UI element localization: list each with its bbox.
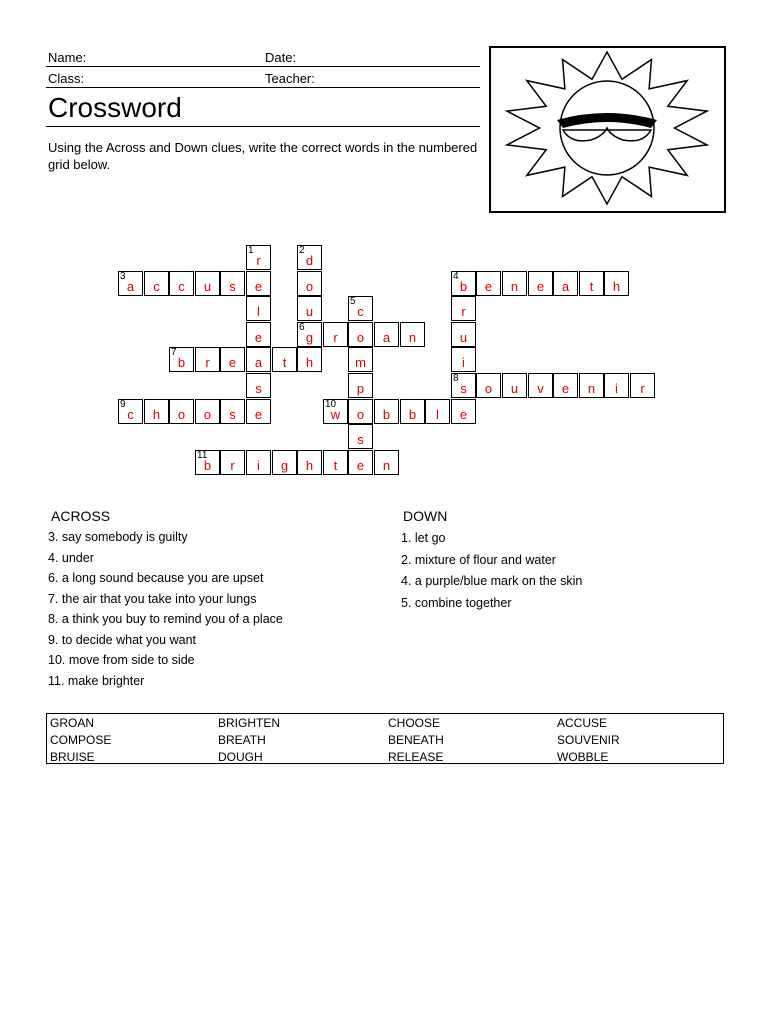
answer-letter: r (640, 381, 645, 396)
answer-letter: o (203, 407, 212, 422)
across-clue: 7. the air that you take into your lungs (48, 591, 257, 606)
grid-cell[interactable] (451, 296, 476, 321)
down-clue-list (401, 528, 582, 614)
answer-letter: s (229, 407, 236, 422)
grid-cell[interactable] (246, 271, 271, 296)
answer-letter: o (177, 407, 186, 422)
clue-number: 3 (120, 271, 126, 282)
answer-letter: u (305, 304, 314, 319)
answer-letter: h (152, 407, 161, 422)
grid-cell[interactable] (604, 271, 629, 296)
across-clue: 11. make brighter (48, 673, 145, 688)
answer-letter: w (330, 407, 341, 422)
answer-letter: n (408, 330, 417, 345)
answer-letter: l (436, 407, 439, 422)
grid-cell[interactable] (374, 450, 399, 475)
grid-cell[interactable] (220, 399, 245, 424)
grid-cell[interactable] (348, 322, 373, 347)
grid-cell[interactable] (118, 399, 143, 424)
grid-cell[interactable] (348, 424, 373, 449)
grid-cell[interactable] (451, 322, 476, 347)
answer-letter: u (203, 279, 212, 294)
answer-letter: e (254, 407, 263, 422)
answer-letter: c (178, 279, 185, 294)
answer-letter: h (612, 279, 621, 294)
word-bank-item: WOBBLE (557, 750, 609, 764)
answer-letter: s (460, 381, 467, 396)
answer-letter: o (305, 279, 314, 294)
answer-letter: v (537, 381, 544, 396)
teacher-label: Teacher: (265, 71, 315, 86)
grid-cell[interactable] (348, 399, 373, 424)
grid-cell[interactable] (297, 347, 322, 372)
grid-cell[interactable] (630, 373, 655, 398)
answer-letter: s (255, 381, 262, 396)
grid-cell[interactable] (246, 347, 271, 372)
answer-letter: n (510, 279, 519, 294)
grid-cell[interactable] (374, 399, 399, 424)
grid-cell[interactable] (374, 322, 399, 347)
answer-letter: c (127, 407, 134, 422)
grid-cell[interactable] (400, 322, 425, 347)
answer-letter: t (282, 355, 287, 370)
down-heading: DOWN (403, 508, 448, 524)
clue-number: 5 (350, 296, 356, 307)
answer-letter: s (229, 279, 236, 294)
answer-letter: h (305, 355, 314, 370)
class-label: Class: (48, 71, 85, 86)
word-bank-item: BENEATH (388, 733, 444, 747)
grid-cell[interactable] (425, 399, 450, 424)
answer-letter: c (153, 279, 160, 294)
grid-cell[interactable] (246, 245, 271, 270)
grid-cell[interactable] (169, 271, 194, 296)
grid-cell[interactable] (451, 373, 476, 398)
answer-letter: e (561, 381, 570, 396)
grid-cell[interactable] (144, 271, 169, 296)
answer-letter: e (536, 279, 545, 294)
grid-cell[interactable] (323, 322, 348, 347)
grid-cell[interactable] (323, 450, 348, 475)
grid-cell[interactable] (528, 271, 553, 296)
name-label: Name: (48, 50, 87, 65)
across-clue: 8. a think you buy to remind you of a place (48, 612, 283, 626)
date-label: Date: (265, 50, 297, 65)
grid-cell[interactable] (297, 322, 322, 347)
answer-letter: p (356, 381, 365, 396)
word-bank-item: RELEASE (388, 750, 444, 764)
answer-letter: a (254, 355, 263, 370)
grid-cell[interactable] (579, 271, 604, 296)
grid-cell[interactable] (451, 347, 476, 372)
across-clue-list (48, 527, 283, 691)
clue-number: 7 (171, 347, 177, 358)
answer-letter: r (461, 304, 466, 319)
instructions-text: Using the Across and Down clues, write the correct words in the numbered grid below. (48, 140, 478, 172)
grid-cell[interactable] (348, 347, 373, 372)
grid-cell[interactable] (348, 296, 373, 321)
grid-cell[interactable] (604, 373, 629, 398)
down-clue: 2. mixture of flour and water (401, 552, 556, 567)
grid-cell[interactable] (348, 450, 373, 475)
word-bank-item: COMPOSE (50, 733, 112, 747)
answer-letter: n (587, 381, 596, 396)
grid-cell[interactable] (169, 399, 194, 424)
answer-letter: e (254, 279, 263, 294)
answer-letter: t (333, 458, 338, 473)
grid-cell[interactable] (502, 271, 527, 296)
down-clue: 5. combine together (401, 595, 512, 610)
grid-cell[interactable] (553, 271, 578, 296)
grid-cell[interactable] (297, 245, 322, 270)
grid-cell[interactable] (348, 373, 373, 398)
clue-number: 2 (299, 245, 305, 256)
grid-cell[interactable] (502, 373, 527, 398)
answer-letter: r (256, 253, 261, 268)
answer-letter: b (459, 279, 468, 294)
word-bank-item: SOUVENIR (557, 733, 620, 747)
page-title: Crossword (48, 92, 182, 123)
answer-letter: i (462, 355, 465, 370)
answer-letter: o (356, 330, 365, 345)
word-bank-item: ACCUSE (557, 716, 608, 730)
down-clue: 4. a purple/blue mark on the skin (401, 574, 583, 588)
answer-letter: r (230, 458, 235, 473)
grid-cell[interactable] (246, 450, 271, 475)
word-bank-item: BRUISE (50, 750, 95, 764)
grid-cell[interactable] (272, 347, 297, 372)
grid-cell[interactable] (144, 399, 169, 424)
answer-letter: b (408, 407, 417, 422)
grid-cell[interactable] (297, 296, 322, 321)
word-bank-item: CHOOSE (388, 716, 441, 730)
answer-letter: b (382, 407, 391, 422)
answer-letter: e (484, 279, 493, 294)
answer-letter: g (305, 330, 314, 345)
word-bank-item: BRIGHTEN (218, 716, 281, 730)
grid-cell[interactable] (323, 399, 348, 424)
grid-cell[interactable] (272, 450, 297, 475)
answer-letter: t (589, 279, 594, 294)
down-clue: 1. let go (401, 531, 446, 545)
grid-cell[interactable] (297, 450, 322, 475)
answer-letter: e (459, 407, 468, 422)
grid-cell[interactable] (195, 399, 220, 424)
grid-cell[interactable] (579, 373, 604, 398)
across-clue: 9. to decide what you want (48, 632, 197, 647)
clue-number: 6 (299, 322, 305, 333)
grid-cell[interactable] (476, 271, 501, 296)
grid-cell[interactable] (476, 373, 501, 398)
word-bank-item: BREATH (218, 733, 266, 747)
grid-cell[interactable] (220, 347, 245, 372)
grid-cell[interactable] (246, 296, 271, 321)
answer-letter: e (228, 355, 237, 370)
answer-letter: m (355, 355, 366, 370)
grid-cell[interactable] (195, 347, 220, 372)
answer-letter: o (356, 407, 365, 422)
answer-letter: d (305, 253, 314, 268)
answer-letter: u (459, 330, 468, 345)
across-clue: 3. say somebody is guilty (48, 530, 188, 544)
answer-letter: a (126, 279, 135, 294)
answer-letter: o (484, 381, 493, 396)
word-bank-item: GROAN (50, 716, 95, 730)
clue-number: 1 (248, 245, 254, 256)
grid-cell[interactable] (297, 271, 322, 296)
answer-letter: a (561, 279, 570, 294)
answer-letter: u (510, 381, 519, 396)
grid-cell[interactable] (553, 373, 578, 398)
answer-letter: i (257, 458, 260, 473)
clue-number: 4 (453, 271, 459, 282)
across-clue: 4. under (48, 550, 94, 565)
answer-letter: b (203, 458, 212, 473)
grid-cell[interactable] (451, 271, 476, 296)
grid-cell[interactable] (246, 373, 271, 398)
clue-number: 8 (453, 373, 459, 384)
answer-letter: a (382, 330, 391, 345)
answer-letter: b (177, 355, 186, 370)
answer-letter: l (257, 304, 260, 319)
answer-letter: i (615, 381, 618, 396)
word-bank (46, 713, 724, 764)
word-bank-item: DOUGH (218, 750, 263, 764)
across-clue: 10. move from side to side (48, 653, 195, 667)
answer-letter: c (357, 304, 364, 319)
answer-letter: h (305, 458, 314, 473)
grid-cell[interactable] (451, 399, 476, 424)
grid-cell[interactable] (400, 399, 425, 424)
answer-letter: e (356, 458, 365, 473)
answer-letter: e (254, 330, 263, 345)
grid-cell[interactable] (220, 271, 245, 296)
grid-cell[interactable] (195, 450, 220, 475)
answer-letter: r (205, 355, 210, 370)
answer-letter: s (357, 432, 364, 447)
clue-number: 11 (197, 450, 208, 461)
grid-cell[interactable] (169, 347, 194, 372)
answer-letter: g (280, 458, 289, 473)
grid-cell[interactable] (528, 373, 553, 398)
grid-cell[interactable] (118, 271, 143, 296)
answer-letter: r (333, 330, 338, 345)
answer-letter: n (382, 458, 391, 473)
clue-number: 9 (120, 399, 126, 410)
grid-cell[interactable] (220, 450, 245, 475)
grid-cell[interactable] (195, 271, 220, 296)
across-clue: 6. a long sound because you are upset (48, 571, 264, 585)
clue-number: 10 (325, 399, 337, 410)
crossword-grid (0, 0, 770, 500)
grid-cell[interactable] (246, 322, 271, 347)
across-heading: ACROSS (51, 508, 111, 524)
grid-cell[interactable] (246, 399, 271, 424)
